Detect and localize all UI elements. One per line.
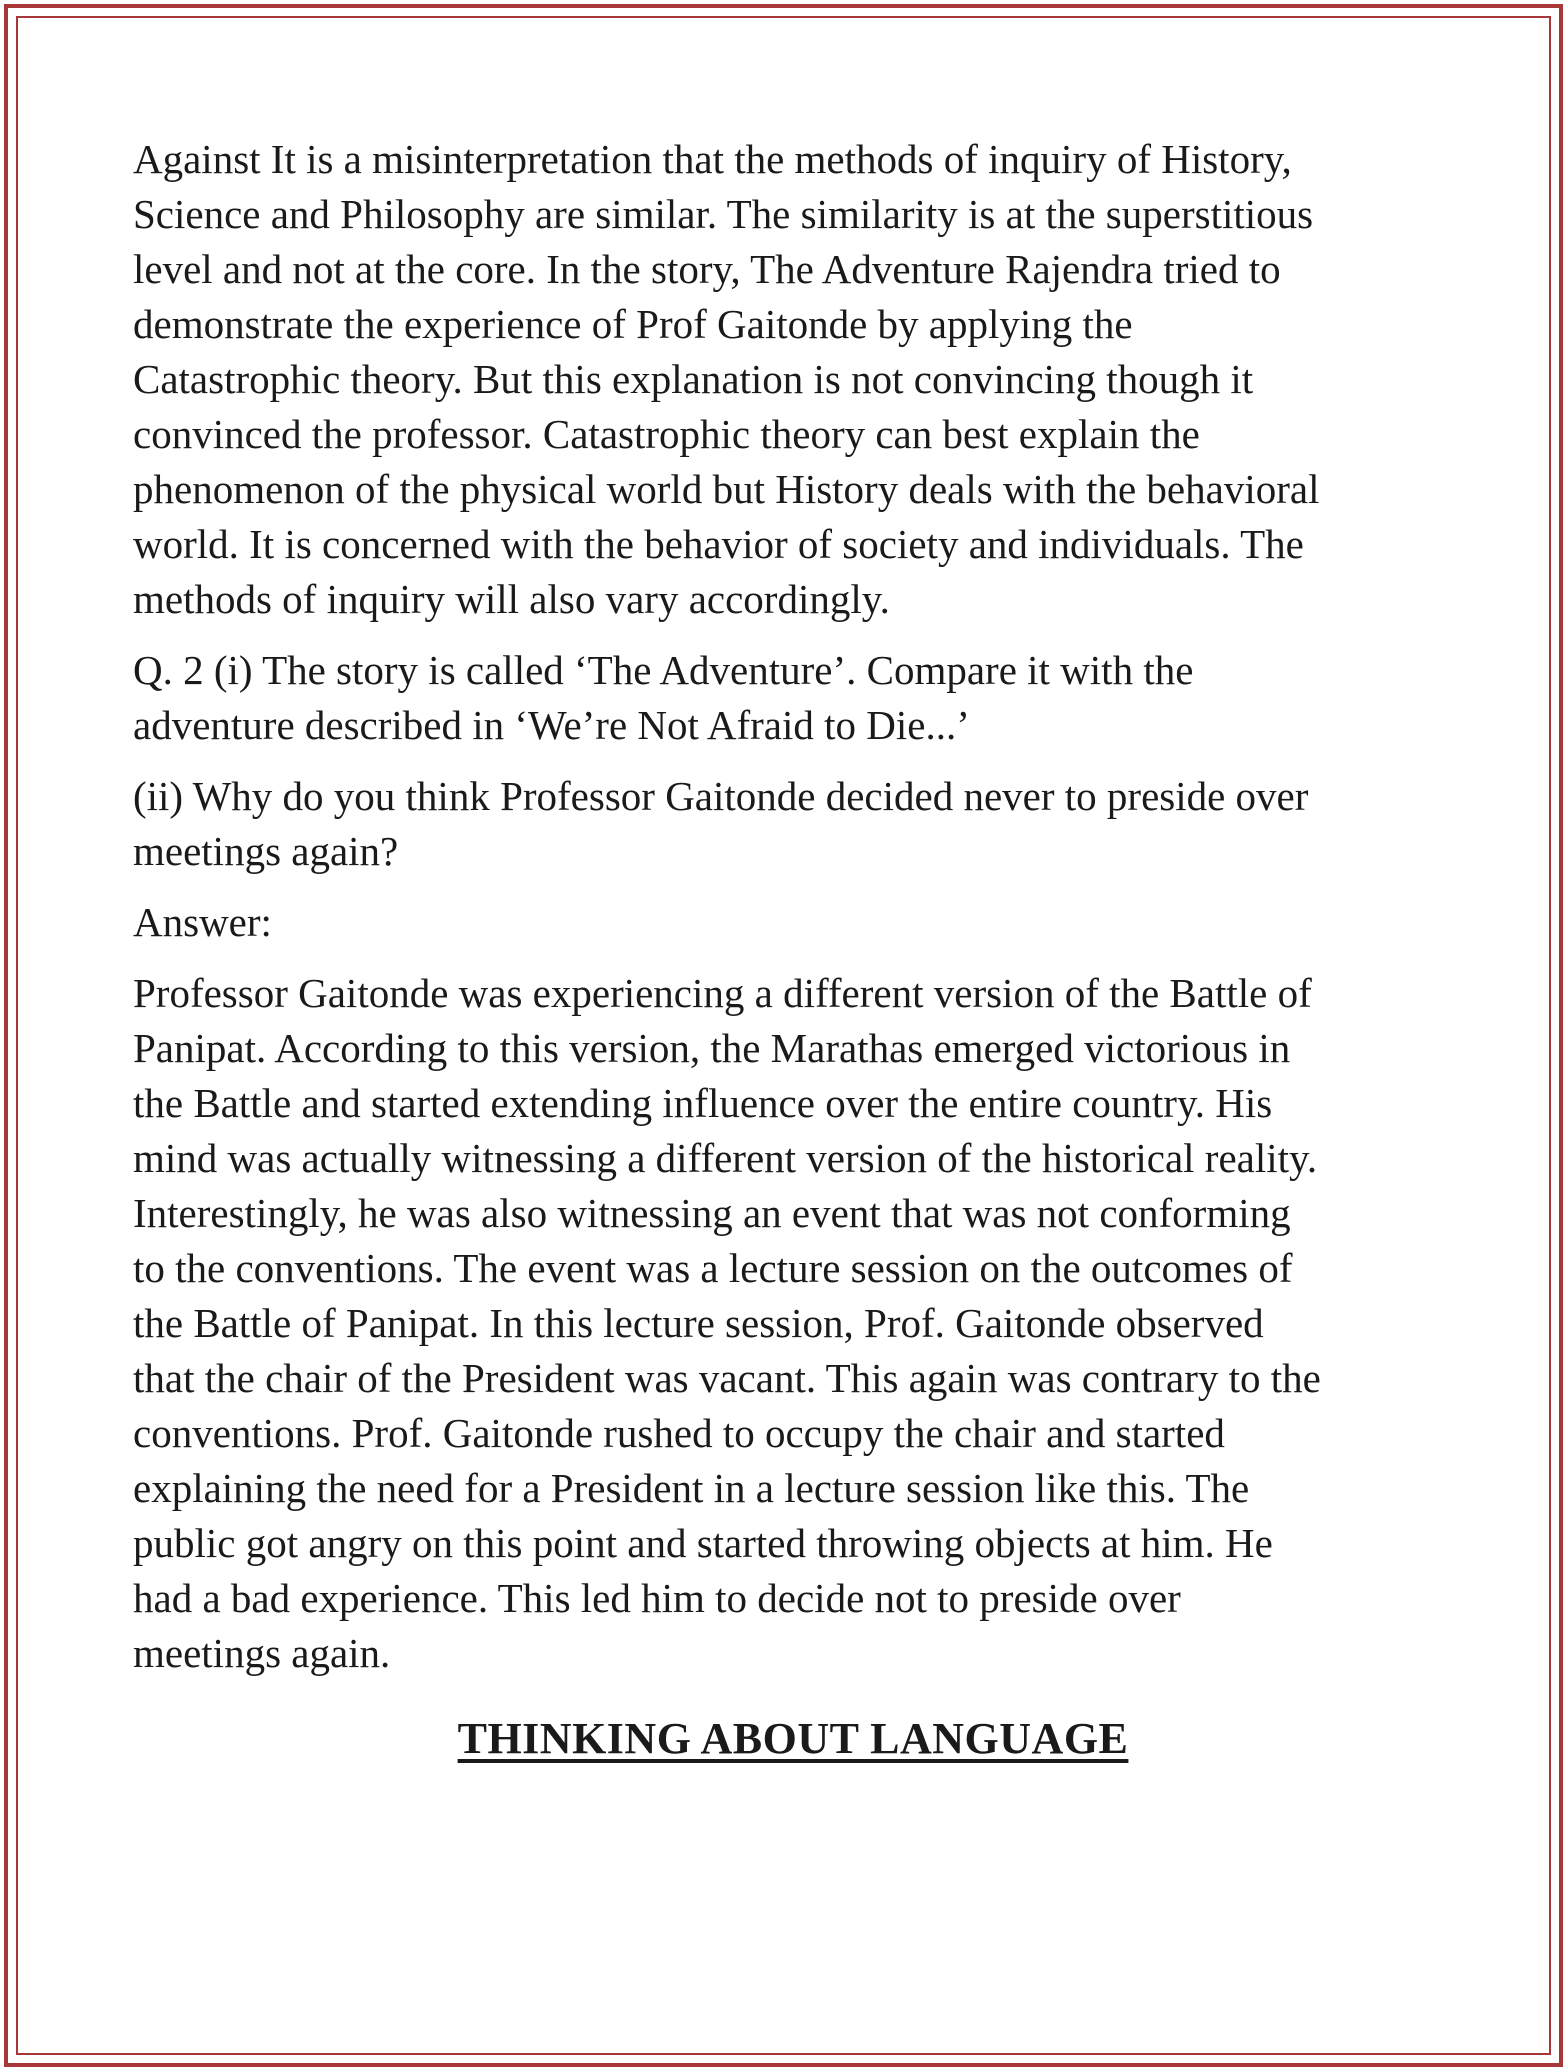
question-2-part-2: (ii) Why do you think Professor Gaitonde decided never to preside over meetings again?	[133, 773, 1309, 874]
answer-label: Answer:	[133, 899, 272, 945]
question-2-part-1: Q. 2 (i) The story is called ‘The Adventure’. Compare it with the adventure described in ‘We’re Not Afraid to Die...’	[133, 647, 1194, 748]
paragraph-against-argument: Against It is a misinterpretation that the methods of inquiry of History, Science and Philosophy are similar. The similarity is at the superstitious level and not at the core. In the story, The Adventure Rajendra tried to demonstrate the experience of Prof Gaitonde by applying the Catastrophic theory. But this explanation is not convincing though it convinced the professor. Catastrophic theory can best explain the phenomenon of the physical world but History deals with the behavioral world. It is concerned with the behavior of society and individuals. The methods of inquiry will also vary accordingly.	[133, 136, 1320, 622]
document-body	[133, 132, 1433, 1766]
answer-paragraph: Professor Gaitonde was experiencing a different version of the Battle of Panipat. According to this version, the Marathas emerged victorious in the Battle and started extending influence over the entire country. His mind was actually witnessing a different version of the historical reality. Interestingly, he was also witnessing an event that was not conforming to the conventions. The event was a lecture session on the outcomes of the Battle of Panipat. In this lecture session, Prof. Gaitonde observed that the chair of the President was vacant. This again was contrary to the conventions. Prof. Gaitonde rushed to occupy the chair and started explaining the need for a President in a lecture session like this. The public got angry on this point and started throwing objects at him. He had a bad experience. This led him to decide not to preside over meetings again.	[133, 970, 1321, 1676]
section-heading: THINKING ABOUT LANGUAGE	[457, 1714, 1129, 1763]
